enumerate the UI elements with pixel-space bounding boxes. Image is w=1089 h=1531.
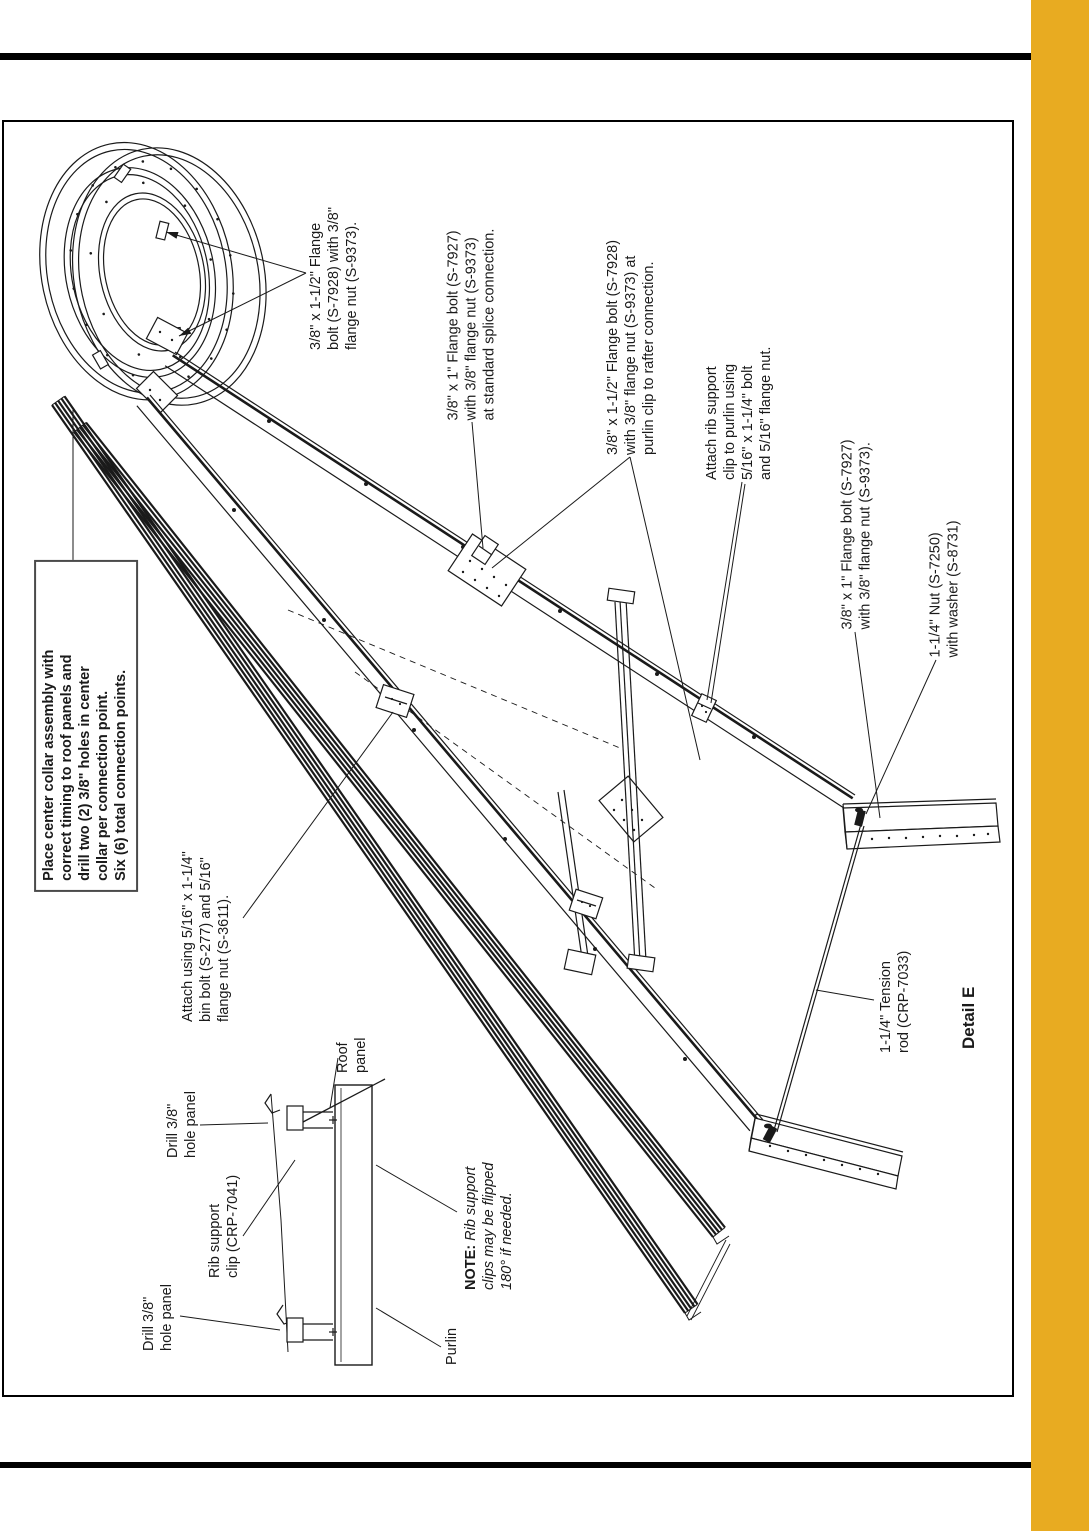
- leader-purlin-bolt: [630, 457, 700, 760]
- leader-splice-bolt: [472, 422, 483, 548]
- note-body: Rib support clips may be flipped 180° if needed.: [463, 1162, 515, 1290]
- panel-end-fold: [687, 1240, 730, 1320]
- eave-angle-lower: [749, 1114, 903, 1189]
- leader-flange-bolt-top: [166, 232, 306, 273]
- collar-note-box: Place center collar assembly with correct timing to roof panels and drill two (2) 3/8" holes in center collar per connection point. Six (6) total connection points.: [34, 560, 138, 892]
- purlin-member-2: [558, 790, 596, 975]
- eave-angle-upper: [843, 799, 1000, 849]
- detail-cross-section: [265, 1079, 385, 1365]
- tension-rod: [774, 824, 864, 1132]
- label-drill-hole-bottom: Drill 3/8" hole panel: [141, 1284, 175, 1351]
- label-nut-washer: 1-1/4" Nut (S-7250) with washer (S-8731): [927, 520, 962, 658]
- label-roof-panel: Roof panel: [335, 1037, 369, 1073]
- collar-bolt-holes: [49, 146, 254, 398]
- label-flange-bolt-1-eave: 3/8" x 1" Flange bolt (S-7927) with 3/8" flange nut (S-9373).: [839, 439, 874, 630]
- label-flange-bolt-112-purlin: 3/8" x 1-1/2" Flange bolt (S-7928) with 3/8" flange nut (S-9373) at purlin clip to rafter connection.: [605, 239, 657, 455]
- label-bin-bolt: Attach using 5/16" x 1-1/4" bin bolt (S-277) and 5/16" flange nut (S-3611).: [180, 851, 232, 1022]
- rib-support-clips: [376, 685, 716, 919]
- leader-tension-rod: [816, 990, 874, 1000]
- leader-purlin-bolt: [492, 457, 630, 568]
- note-prefix: NOTE:: [463, 1244, 480, 1290]
- leader-rib-clip: [707, 482, 742, 700]
- standard-splice-plate: [448, 534, 526, 606]
- roof-panel-stack-left: [52, 396, 701, 1320]
- collar-splice-tab: [93, 351, 109, 369]
- leader-rib-clip: [711, 484, 745, 703]
- leader-note: [376, 1165, 457, 1212]
- label-flange-bolt-1-splice: 3/8" x 1" Flange bolt (S-7927) with 3/8" flange nut (S-9373) at standard splice connection.: [445, 228, 498, 421]
- leader-nut-washer: [866, 660, 936, 814]
- label-purlin: Purlin: [444, 1327, 461, 1365]
- label-detail-e: Detail E: [958, 986, 978, 1050]
- leader-purlin-label: [376, 1308, 441, 1347]
- dashed-alignment-lines: [288, 610, 655, 888]
- label-drill-hole-top: Drill 3/8" hole panel: [165, 1091, 199, 1158]
- roof-panel-edge: [271, 1094, 288, 1352]
- collar-splice-tab: [156, 221, 169, 240]
- label-tension-rod: 1-1/4" Tension rod (CRP-7033): [878, 950, 912, 1053]
- leader-flange-bolt-top: [179, 273, 306, 336]
- leader-eave-bolt: [855, 632, 880, 818]
- leader-drill-bottom: [180, 1316, 280, 1330]
- leader-bin-bolt: [243, 712, 393, 918]
- rib-clip-section-bottom: [287, 1318, 337, 1342]
- label-rib-support-clip: Rib support clip (CRP-7041): [207, 1174, 241, 1278]
- leader-drill-top: [200, 1123, 268, 1125]
- purlin-section: [335, 1085, 372, 1365]
- leader-arrowheads: [166, 232, 191, 336]
- label-note: [463, 1140, 517, 1290]
- label-rib-clip-attach: Attach rib support clip to purlin using 5/16" x 1-1/4" bolt and 5/16" flange nut.: [704, 346, 774, 480]
- label-flange-bolt-112-top: 3/8" x 1-1/2" Flange bolt (S-7928) with 3/8" flange nut (S-9373).: [308, 206, 360, 350]
- leader-rib-clip-label: [243, 1160, 295, 1236]
